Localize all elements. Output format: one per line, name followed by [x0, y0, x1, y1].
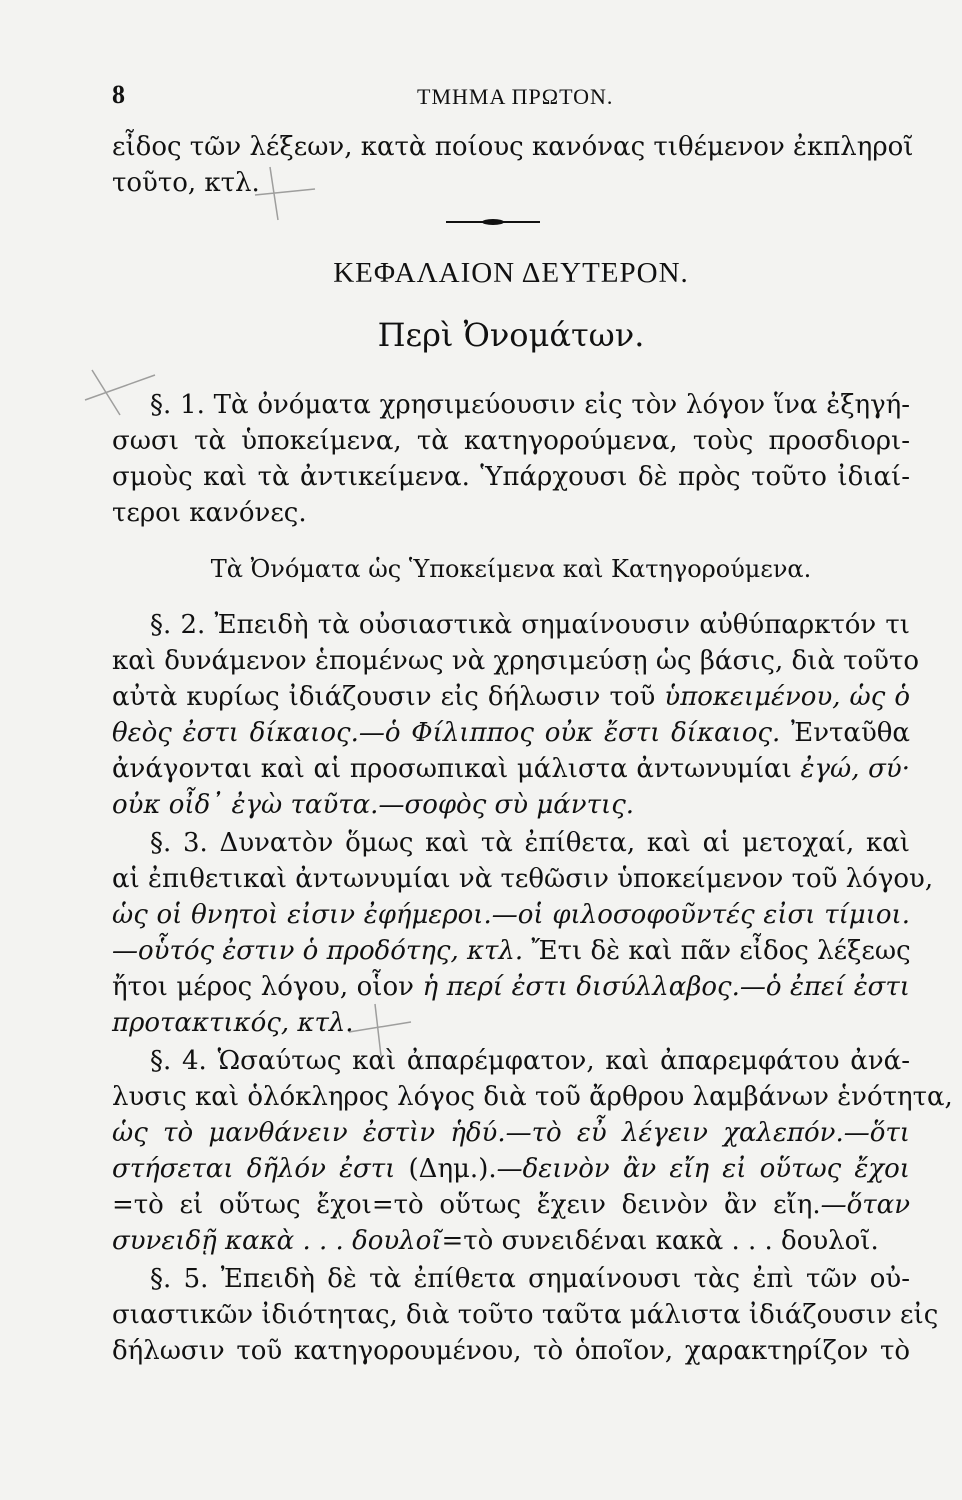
citation: (Δημ.).: [395, 1154, 497, 1184]
para3-line-2: αἱ ἐπιθετικαὶ ἀντωνυμίαι νὰ τεθῶσιν ὑποκείμενον τοῦ λόγου,: [112, 864, 934, 894]
italic-run: ὑποκειμένου, ὡς ὁ: [664, 682, 910, 712]
italic-example: —δεινὸν ἂν εἴη εἰ οὕτως ἔχοι: [496, 1154, 910, 1184]
para3-line-5: [112, 970, 910, 1004]
italic-example: —οὗτός ἐστιν ὁ προδότης, κτλ.: [112, 936, 524, 966]
text-run: Ἐνταῦθα: [780, 718, 910, 748]
section-title: Περὶ Ὀνομάτων.: [377, 316, 645, 354]
italic-example: στήσεται δῆλόν ἐστι: [112, 1154, 396, 1184]
chapter-title: ΚΕΦΑΛΑΙΟΝ ΔΕΥΤΕΡΟΝ.: [333, 257, 689, 289]
para1-line-1: §. 1. Τὰ ὀνόματα χρησιμεύουσιν εἰς τὸν λόγον ἵνα ἐξηγή-: [150, 390, 910, 420]
italic-example: ἡ περί ἐστι δισύλλαβος.—ὁ ἐπεί ἐστι: [422, 972, 910, 1002]
para5-line-3: δήλωσιν τοῦ κατηγορουμένου, τὸ ὁποῖον, χαρακτηρίζον τὸ: [112, 1336, 910, 1366]
text-run: =τὸ εἰ οὕτως ἔχοι=τὸ οὕτως ἔχειν δεινὸν ἂν εἴη.: [112, 1190, 821, 1220]
para4-line-6: [112, 1224, 910, 1258]
para2-line-5: [112, 752, 910, 786]
pencil-mark-icon: [345, 1000, 415, 1060]
pencil-mark-icon: [250, 165, 320, 225]
para4-line-3: ὡς τὸ μανθάνειν ἐστὶν ἡδύ.—τὸ εὖ λέγειν χαλεπόν.—ὅτι: [112, 1118, 910, 1148]
para1-line-3: σμοὺς καὶ τὰ ἀντικείμενα. Ὑπάρχουσι δὲ πρὸς τοῦτο ἰδιαί-: [112, 462, 910, 492]
para1-line-4: τεροι κανόνες.: [112, 498, 307, 528]
text-run: Ἔτι δὲ καὶ πᾶν εἶδος λέξεως: [523, 936, 911, 966]
para4-line-4: [112, 1152, 910, 1186]
para5-line-2: σιαστικῶν ἰδιότητας, διὰ τοῦτο ταῦτα μάλιστα ἰδιάζουσιν εἰς: [112, 1300, 939, 1330]
para3-line-6: προτακτικός, κτλ.: [112, 1008, 354, 1038]
para3-line-1: §. 3. Δυνατὸν ὅμως καὶ τὰ ἐπίθετα, καὶ αἱ μετοχαί, καὶ: [150, 828, 910, 858]
subheading: Τὰ Ὀνόματα ὡς Ὑποκείμενα καὶ Κατηγορούμενα.: [210, 555, 812, 583]
para2-line-6: οὐκ οἶδ᾽ ἐγὼ ταῦτα.—σοφὸς σὺ μάντις.: [112, 790, 635, 820]
italic-run: ἐγώ, σύ·: [800, 754, 910, 784]
para2-line-1: §. 2. Ἐπειδὴ τὰ οὐσιαστικὰ σημαίνουσιν αὐθύπαρκτόν τι: [150, 610, 910, 640]
para4-line-2: λυσις καὶ ὁλόκληρος λόγος διὰ τοῦ ἄρθρου λαμβάνων ἑνότητα,: [112, 1082, 953, 1112]
text-run: =τὸ συνειδέναι κακὰ . . . δουλοῖ.: [441, 1226, 879, 1256]
italic-example: συνειδῇ κακὰ . . . δουλοῖ: [112, 1226, 442, 1256]
running-head: ΤΜΗΜΑ ΠΡΩΤΟΝ.: [417, 84, 614, 109]
para3-line-4: [112, 934, 910, 968]
text-run: ἤτοι μέρος λόγου, οἷον: [112, 972, 423, 1002]
para2-line-4: [112, 716, 910, 750]
para3-line-3: ὡς οἱ θνητοὶ εἰσιν ἐφήμεροι.—οἱ φιλοσοφοῦντές εἰσι τίμιοι.: [112, 900, 910, 930]
para2-line-3: [112, 680, 910, 714]
page-header: [112, 80, 912, 120]
text-run: αὐτὰ κυρίως ἰδιάζουσιν εἰς δήλωσιν τοῦ: [112, 682, 665, 712]
para4-line-1: §. 4. Ὡσαύτως καὶ ἀπαρέμφατον, καὶ ἀπαρεμφάτου ἀνά-: [150, 1046, 910, 1076]
continuation-line-1: εἶδος τῶν λέξεων, κατὰ ποίους κανόνας τιθέμενον ἐκπληροῖ: [112, 132, 914, 162]
italic-example: θεὸς ἐστι δίκαιος.—ὁ Φίλιππος οὐκ ἔστι δίκαιος.: [112, 718, 781, 748]
pencil-mark-icon: [80, 360, 160, 420]
continuation-line-2: τοῦτο, κτλ.: [112, 168, 260, 198]
ornamental-rule: [446, 221, 540, 223]
text-run: ἀνάγονται καὶ αἱ προσωπικαὶ μάλιστα ἀντωνυμίαι: [112, 754, 801, 784]
para5-line-1: §. 5. Ἐπειδὴ δὲ τὰ ἐπίθετα σημαίνουσι τὰς ἐπὶ τῶν οὐ-: [150, 1264, 910, 1294]
para2-line-2: καὶ δυνάμενον ἑπομένως νὰ χρησιμεύσῃ ὡς βάσις, διὰ τοῦτο: [112, 646, 920, 676]
italic-run: —ὅταν: [820, 1190, 910, 1220]
para1-line-2: σωσι τὰ ὑποκείμενα, τὰ κατηγορούμενα, τοὺς προσδιορι-: [112, 426, 910, 456]
para4-line-5: [112, 1188, 910, 1222]
page-number: 8: [112, 80, 125, 109]
